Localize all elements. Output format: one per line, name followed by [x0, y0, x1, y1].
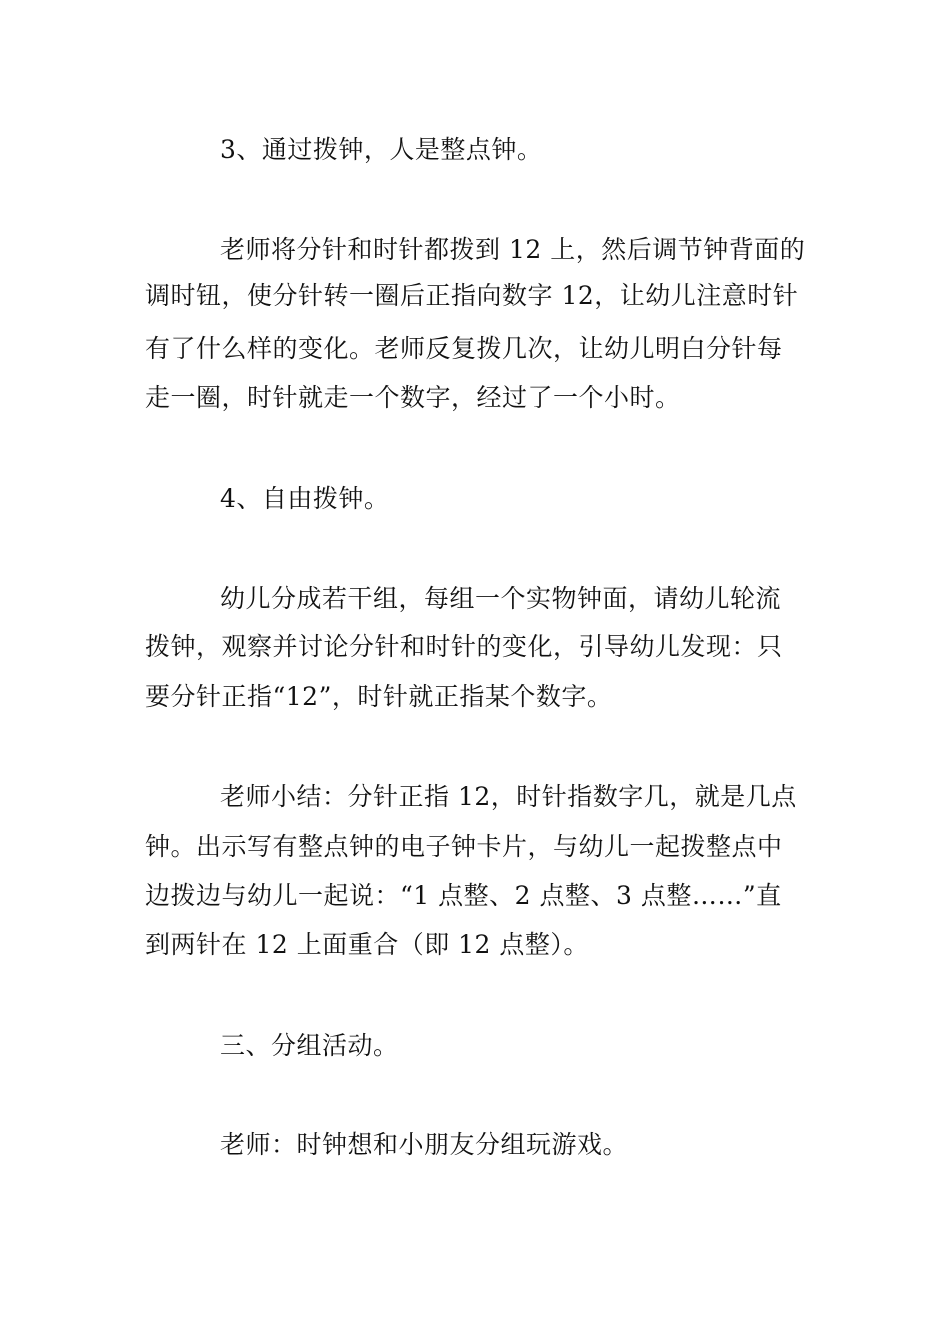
paragraph-line: 钟。出示写有整点钟的电子钟卡片，与幼儿一起拨整点中 — [145, 832, 783, 861]
paragraph-line: 拨钟，观察并讨论分针和时针的变化，引导幼儿发现：只 — [145, 632, 783, 661]
paragraph-line: 老师：时钟想和小朋友分组玩游戏。 — [220, 1130, 629, 1159]
paragraph-line: 有了什么样的变化。老师反复拨几次，让幼儿明白分针每 — [145, 334, 783, 363]
paragraph-line: 到两针在 12 上面重合（即 12 点整）。 — [145, 930, 589, 959]
paragraph-line: 老师将分针和时针都拨到 12 上，然后调节钟背面的 — [220, 235, 806, 264]
paragraph-line: 走一圈，时针就走一个数字，经过了一个小时。 — [145, 383, 681, 412]
paragraph-line: 老师小结：分针正指 12，时针指数字几，就是几点 — [220, 782, 797, 811]
section-heading-3: 3、通过拨钟，人是整点钟。 — [220, 135, 543, 164]
section-heading-4: 4、自由拨钟。 — [220, 484, 390, 513]
paragraph-line: 调时钮，使分针转一圈后正指向数字 12，让幼儿注意时针 — [145, 281, 799, 310]
paragraph-line: 要分针正指“12”，时针就正指某个数字。 — [145, 682, 613, 711]
paragraph-line: 边拨边与幼儿一起说：“1 点整、2 点整、3 点整……”直 — [145, 881, 782, 910]
section-heading-three: 三、分组活动。 — [220, 1031, 399, 1060]
paragraph-line: 幼儿分成若干组，每组一个实物钟面，请幼儿轮流 — [220, 584, 782, 613]
